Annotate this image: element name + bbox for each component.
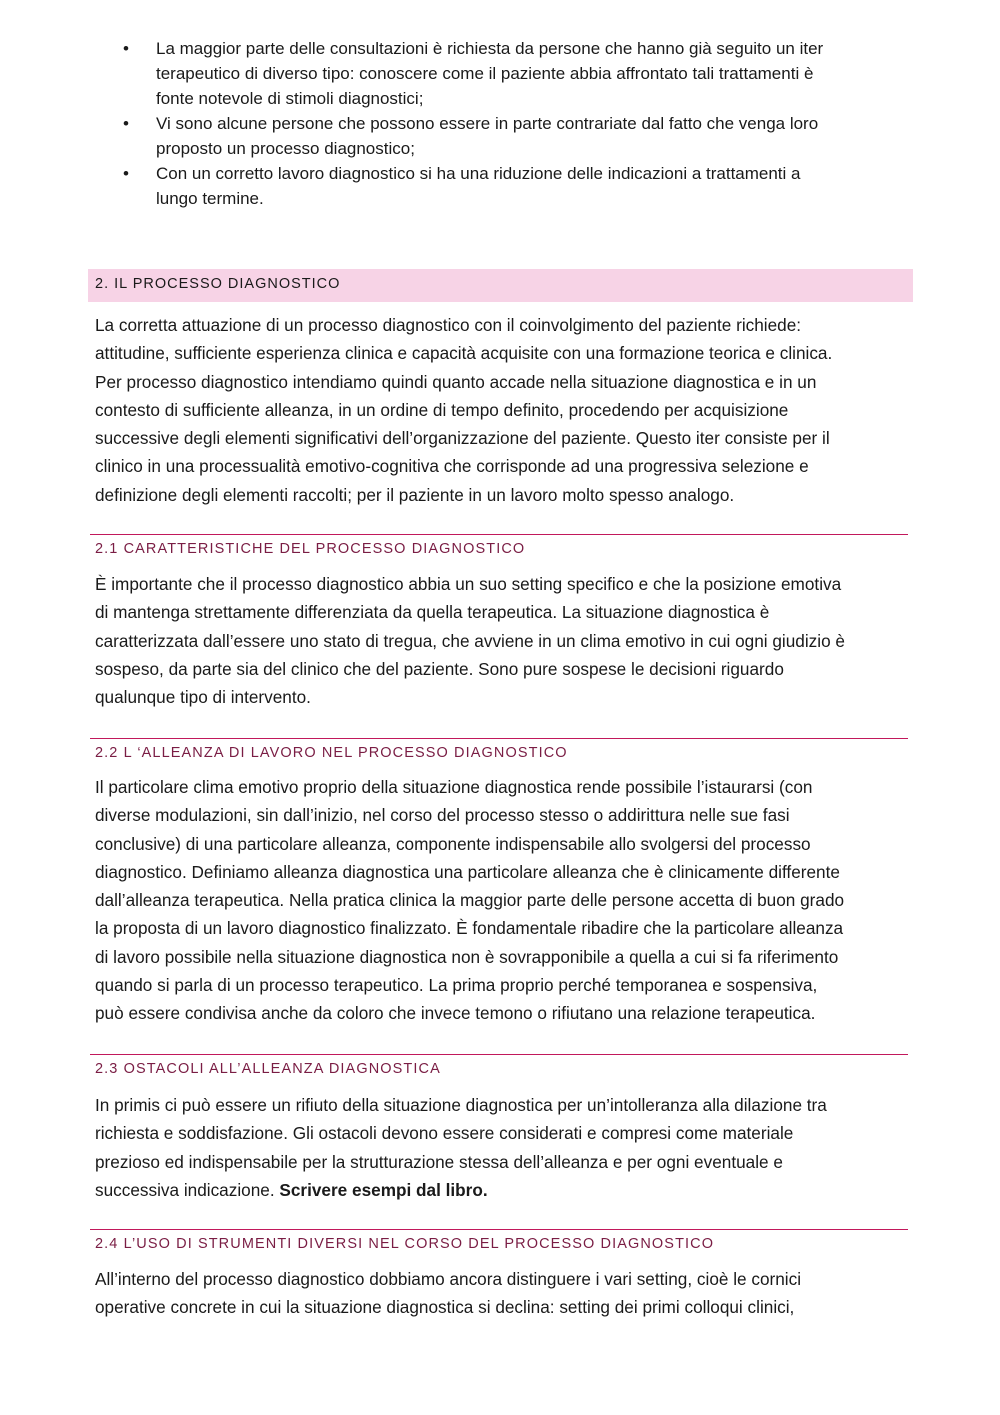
subsection-heading — [90, 738, 908, 761]
text-line: può essere condivisa anche da coloro che invece temono o rifiutano una relazione terapeutica. — [95, 1003, 816, 1024]
text-line: lungo termine. — [156, 189, 264, 208]
text-line: All’interno del processo diagnostico dobbiamo ancora distinguere i vari setting, cioè le cornici — [95, 1269, 802, 1289]
text-line: successive degli elementi significativi dell’organizzazione del paziente. Questo iter consiste per il — [95, 428, 830, 449]
bullet-list — [95, 36, 915, 211]
text-line: contesto di sufficiente alleanza, in un ordine di tempo definito, procedendo per acquisizione — [95, 399, 789, 420]
text-line: prezioso ed indispensabile per la strutturazione stessa dell’alleanza e per ogni eventuale e — [95, 1151, 783, 1172]
subsection-heading — [90, 534, 908, 557]
section-heading-band — [88, 269, 913, 302]
text-line: Vi sono alcune persone che possono essere in parte contrariate dal fatto che venga loro — [156, 114, 819, 133]
text-line — [95, 1176, 925, 1204]
text-line: diagnostico. Definiamo alleanza diagnostica una particolare alleanza che è clinicamente differente — [95, 861, 840, 882]
list-item — [95, 36, 915, 111]
section-heading: 2. IL PROCESSO DIAGNOSTICO — [95, 276, 341, 292]
section-paragraph — [95, 311, 925, 509]
text-line: attitudine, sufficiente esperienza clinica e capacità acquisite con una formazione teorica e clinica. — [95, 343, 833, 364]
text-line: In primis ci può essere un rifiuto della situazione diagnostica per un’intolleranza alla dilazione tra — [95, 1095, 827, 1115]
text-line: dall’alleanza terapeutica. Nella pratica clinica la maggior parte delle persone accetta di buon grado — [95, 890, 845, 911]
subsection-title: 2.3 OSTACOLI ALL’ALLEANZA DIAGNOSTICA — [95, 1061, 441, 1077]
text-line: qualunque tipo di intervento. — [95, 687, 311, 708]
bullet-icon: • — [123, 39, 129, 58]
text-line: definizione degli elementi raccolti; per il paziente in un lavoro molto spesso analogo. — [95, 484, 735, 505]
text-line: diverse modulazioni, sin dall’inizio, nel corso del processo stesso o addirittura nelle sue fasi — [95, 805, 790, 826]
bullet-icon: • — [123, 114, 129, 133]
section-paragraph — [95, 570, 925, 711]
text-line: la proposta di un lavoro diagnostico finalizzato. È fondamentale ribadire che la particolare alleanza — [95, 918, 844, 939]
text-line: quando si parla di un processo terapeutico. La prima proprio perché temporanea e sospensiva, — [95, 975, 818, 996]
subsection-heading — [90, 1054, 908, 1077]
bold-note: Scrivere esempi dal libro. — [279, 1179, 488, 1200]
subsection-title: 2.2 L ‘ALLEANZA DI LAVORO NEL PROCESSO DIAGNOSTICO — [95, 745, 568, 761]
bullet-icon: • — [123, 164, 129, 183]
text-line: clinico in una processualità emotivo-cognitiva che corrisponde ad una progressiva selezione e — [95, 456, 809, 477]
subsection-title: 2.4 L’USO DI STRUMENTI DIVERSI NEL CORSO DEL PROCESSO DIAGNOSTICO — [95, 1236, 715, 1252]
list-item — [95, 111, 915, 161]
text-line: terapeutico di diverso tipo: conoscere come il paziente abbia affrontato tali trattamenti è — [156, 64, 814, 83]
section-paragraph — [95, 1091, 925, 1204]
text-line: È importante che il processo diagnostico abbia un suo setting specifico e che la posizione emotiva — [95, 574, 842, 594]
text-line: Il particolare clima emotivo proprio della situazione diagnostica rende possibile l’istaurarsi (con — [95, 777, 813, 797]
section-paragraph — [95, 773, 925, 1028]
text-line: conclusive) di una particolare alleanza, componente indispensabile allo svolgersi del processo — [95, 833, 811, 854]
text-span: successiva indicazione. — [95, 1179, 280, 1200]
text-line: di mantenga strettamente differenziata da quella terapeutica. La situazione diagnostica è — [95, 602, 770, 623]
text-line: Con un corretto lavoro diagnostico si ha una riduzione delle indicazioni a trattamenti a — [156, 164, 801, 183]
text-line: richiesta e soddisfazione. Gli ostacoli devono essere considerati e compresi come materiale — [95, 1123, 794, 1144]
list-item — [95, 161, 915, 211]
text-line: La maggior parte delle consultazioni è richiesta da persone che hanno già seguito un iter — [156, 39, 824, 58]
text-line: fonte notevole di stimoli diagnostici; — [156, 89, 424, 108]
text-line: operative concrete in cui la situazione diagnostica si declina: setting dei primi colloqui clinici, — [95, 1297, 795, 1318]
text-line: caratterizzata dall’essere uno stato di tregua, che avviene in un clima emotivo in cui ogni giudizio è — [95, 630, 845, 651]
text-line: Per processo diagnostico intendiamo quindi quanto accade nella situazione diagnostica e in un — [95, 371, 817, 392]
text-line: di lavoro possibile nella situazione diagnostica non è sovrapponibile a quella a cui si fa riferimento — [95, 946, 839, 967]
text-line: sospeso, da parte sia del clinico che del paziente. Sono pure sospese le decisioni riguardo — [95, 658, 784, 679]
section-paragraph — [95, 1265, 925, 1322]
text-line: La corretta attuazione di un processo diagnostico con il coinvolgimento del paziente richiede: — [95, 315, 802, 335]
subsection-title: 2.1 CARATTERISTICHE DEL PROCESSO DIAGNOSTICO — [95, 541, 526, 557]
subsection-heading — [90, 1229, 908, 1252]
text-line: proposto un processo diagnostico; — [156, 139, 415, 158]
